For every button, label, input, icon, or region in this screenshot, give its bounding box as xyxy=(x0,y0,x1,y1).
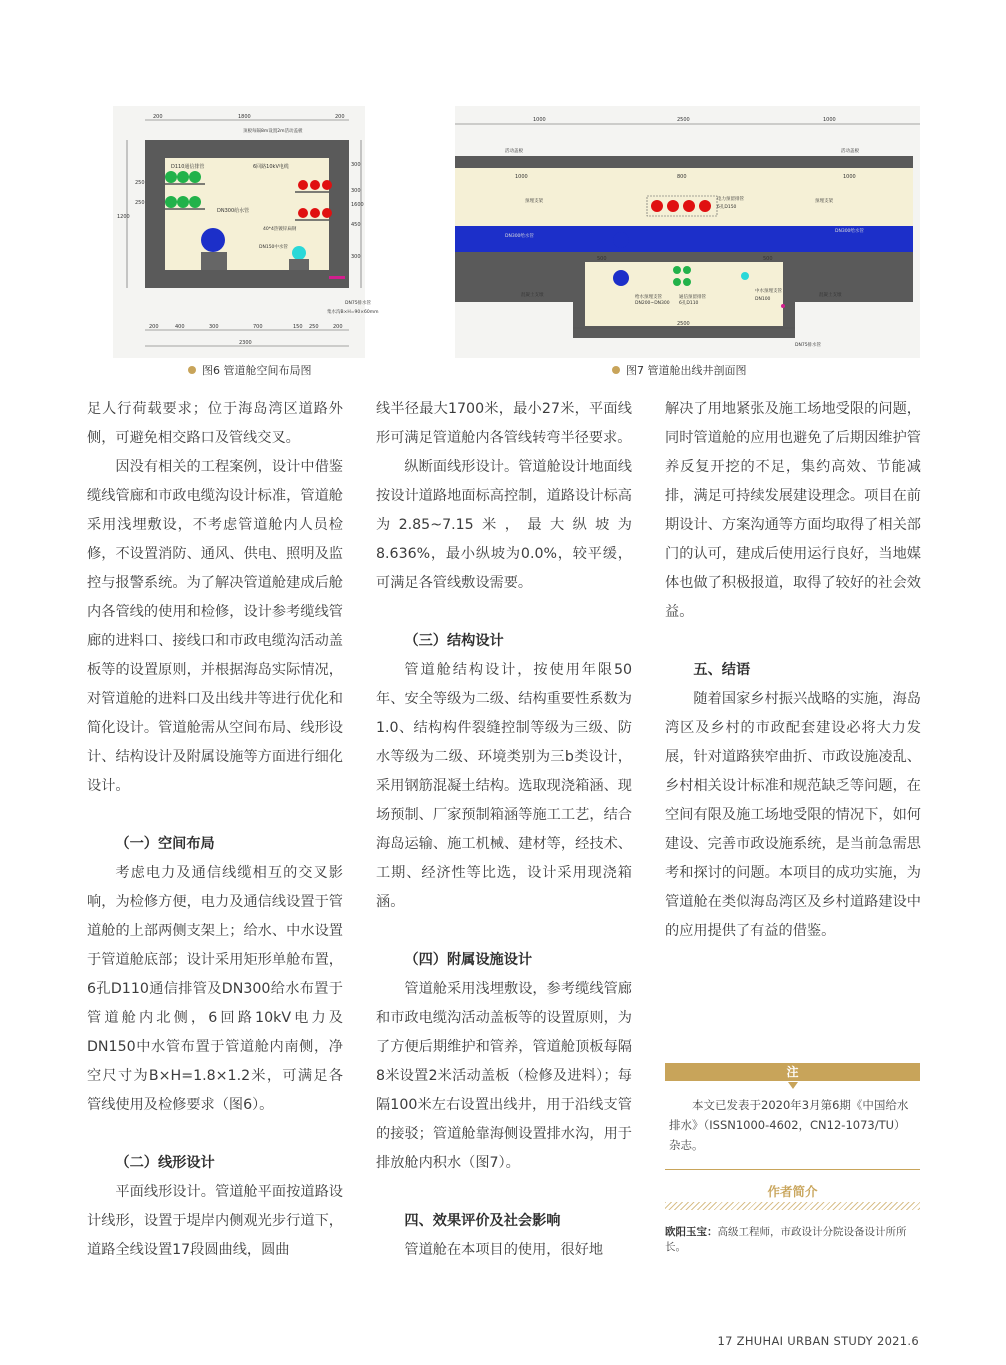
paragraph: 随着国家乡村振兴战略的实施，海岛湾区及乡村的市政配套建设必将大力发展，针对道路狭窄曲折、市政设施凌乱、乡村相关设计标准和规范缺乏等问题，在空间有限及施工场地受限的情况下，如何建设、完善市政设施系统，是当前急需思考和探讨的问题。本项目的成功实施，为管道舱在类似海岛湾区及乡村道路建设中的应用提供了有益的借鉴。 xyxy=(665,691,921,939)
fig7-dim-inner-2: 1000 xyxy=(843,174,856,180)
fig7-label-drain: DN75排水管 xyxy=(795,343,822,348)
fig7-dim-inner-4: 500 xyxy=(763,256,773,262)
paragraph: 纵断面线形设计。管道舱设计地面线按设计道路地面标高控制，道路设计标高为2.85~7.15米，最大纵坡为8.636%，最小纵坡为0.0%，较平缓，可满足各管线敷设需要。 xyxy=(376,459,632,591)
caption-dot-icon xyxy=(612,366,620,374)
figure-7-caption xyxy=(612,362,747,378)
paragraph: 考虑电力及通信线缆相互的交叉影响，为检修方便，电力及通信线设置于管道舱的上部两侧支架上；给水、中水设置于管道舱底部；设计采用矩形单舱布置，6孔D110通信排管及DN300给水布置于管道舱内北侧，6回路10kV电力及DN150中水管布置于管道舱内南侧，净空尺寸为B×H=1.8×1.2米，可满足各管线使用及检修要求（图6）。 xyxy=(87,865,343,1113)
fig6-label-ditch: 集水沟B×H=90×60mm xyxy=(327,310,379,315)
fig7-label-cover-right: 活动盖板 xyxy=(841,149,859,154)
fig7-label-power-spec: 6孔D150 xyxy=(717,205,737,210)
figure-7-drawing xyxy=(455,106,920,358)
fig7-label-water-branch-spec: DN200~DN300 xyxy=(635,301,670,306)
fig6-dim-top-1: 1800 xyxy=(238,114,251,120)
article-column-3 xyxy=(665,395,921,946)
fig6-label-comm: D110通信排管 xyxy=(171,164,205,170)
paragraph: 管道舱结构设计，按使用年限50年、安全等级为二级、结构重要性系数为1.0、结构构件裂缝控制等级为三级、防水等级为二级、环境类别为三b类设计，采用钢筋混凝土结构。选取现浇箱涵、现场预制、厂家预制箱涵等施工工艺，结合海岛运输、施工机械、建材等，经技术、工期、经济性等比选，设计采用现浇箱涵。 xyxy=(376,662,632,910)
author-description: 高级工程师，市政设计分院设备设计所所长。 xyxy=(665,1226,907,1253)
fig7-label-comm: 通信预留排管 xyxy=(679,295,706,300)
fig7-dim-inner-0: 1000 xyxy=(515,174,528,180)
fig6-dn300-pipe xyxy=(201,228,225,252)
paragraph: 线半径最大1700米，最小27米，平面线形可满足管道舱内各管线转弯半径要求。 xyxy=(376,401,632,446)
figure-6-caption xyxy=(188,362,312,378)
fig6-label-dn300: DN300给水管 xyxy=(217,208,250,214)
fig6-dim-bot-3: 700 xyxy=(253,324,263,330)
section-heading-facilities: （四）附属设施设计 xyxy=(404,952,533,968)
fig6-dim-bot-5: 250 xyxy=(309,324,319,330)
fig6-dim-bot-4: 150 xyxy=(293,324,303,330)
paragraph: 管道舱采用浅埋敷设，参考缆线管廊和市政电缆沟活动盖板等的设置原则，为了方便后期维护和管养，管道舱顶板每隔8米设置2米活动盖板（检修及进料）；每隔100米左右设置出线井，用于沿线支管的接驳；管道舱靠海侧设置排水沟，用于排放舱内积水（图7）。 xyxy=(376,981,632,1171)
figure-6-caption-text: 图6 管道舱空间布局图 xyxy=(202,364,312,377)
figure-7-outlet-well-section xyxy=(455,106,920,358)
section-heading-evaluation: 四、效果评价及社会影响 xyxy=(404,1213,561,1229)
hatch-divider xyxy=(665,1202,920,1210)
fig6-dim-right-0: 300 xyxy=(351,162,361,168)
fig6-dim-left-2: 250 xyxy=(135,200,145,206)
fig6-dim-right-3: 300 xyxy=(351,254,361,260)
fig7-dim-inner-3: 500 xyxy=(597,256,607,262)
fig6-dn150-pipe xyxy=(292,246,306,260)
figure-6-drawing xyxy=(113,106,379,358)
author-section-title: 作者简介 xyxy=(767,1184,818,1199)
note-box xyxy=(665,1063,920,1170)
fig7-dim-inner-1: 800 xyxy=(677,174,687,180)
fig6-dim-left-0: 1200 xyxy=(117,214,130,220)
triangle-down-icon xyxy=(788,1082,798,1089)
fig7-label-cover-left: 活动盖板 xyxy=(505,149,523,154)
fig6-label-dn75: DN75排水管 xyxy=(345,301,372,306)
fig7-dim-bottom: 2500 xyxy=(677,321,690,327)
fig7-label-bracket-right: 预埋支架 xyxy=(815,199,833,204)
fig7-dim-top-2: 1000 xyxy=(823,117,836,123)
fig6-dim-right-1: 300 xyxy=(351,188,361,194)
article-column-2 xyxy=(376,395,632,1265)
caption-dot-icon xyxy=(188,366,196,374)
fig6-dim-left-1: 250 xyxy=(135,180,145,186)
section-heading-layout: （一）空间布局 xyxy=(115,836,215,852)
author-name: 欧阳玉宝： xyxy=(665,1226,718,1238)
fig6-dim-top-2: 200 xyxy=(335,114,345,120)
fig6-label-cover: 顶板每隔8m设置2m活动盖板 xyxy=(243,129,303,134)
fig7-label-bracket-left: 预埋支架 xyxy=(525,199,543,204)
fig6-dim-top-0: 200 xyxy=(153,114,163,120)
paragraph: 因没有相关的工程案例，设计中借鉴缆线管廊和市政电缆沟设计标准，管道舱采用浅埋敷设，不考虑管道舱内人员检修，不设置消防、通风、供电、照明及监控与报警系统。为了解决管道舱建成后舱内各管线的使用和检修，设计参考缆线管廊的进料口、接线口和市政电缆沟活动盖板等的设置原则，并根据海岛实际情况，对管道舱的进料口及出线井等进行优化和简化设计。管道舱需从空间布局、线形设计、结构设计及附属设施等方面进行细化设计。 xyxy=(87,459,343,794)
paragraph: 足人行荷载要求；位于海岛湾区道路外侧，可避免相交路口及管线交叉。 xyxy=(87,401,343,446)
fig6-dim-total: 2300 xyxy=(239,340,252,346)
fig7-dim-top-0: 1000 xyxy=(533,117,546,123)
section-heading-structure: （三）结构设计 xyxy=(404,633,504,649)
article-column-1 xyxy=(87,395,343,1265)
fig7-label-dn300-right: DN300给水管 xyxy=(835,229,864,234)
figure-6-cabin-layout xyxy=(113,106,379,358)
author-bio xyxy=(665,1224,920,1254)
divider xyxy=(665,1169,920,1170)
fig6-label-steel: 40*4热镀锌扁钢 xyxy=(263,227,297,232)
fig6-dim-right-2: 450 xyxy=(351,222,361,228)
section-heading-conclusion: 五、结语 xyxy=(693,662,751,678)
fig6-label-power: 6回路10kV电缆 xyxy=(253,164,289,170)
fig6-label-dn150: DN150中水管 xyxy=(259,245,288,250)
fig7-dim-top-1: 2500 xyxy=(677,117,690,123)
fig7-label-pier-left: 混凝土支墩 xyxy=(521,293,544,298)
note-title: 注 xyxy=(665,1063,920,1081)
paragraph: 平面线形设计。管道舱平面按道路设计线形，设置于堤岸内侧观光步行道下，道路全线设置17段圆曲线，圆曲 xyxy=(87,1184,343,1258)
paragraph: 解决了用地紧张及施工场地受限的问题，同时管道舱的应用也避免了后期因维护管养反复开挖的不足，集约高效、节能减排，满足可持续发展建设理念。项目在前期设计、方案沟通等方面均取得了相关部门的认可，建成后使用运行良好，当地媒体也做了积极报道，取得了较好的社会效益。 xyxy=(665,401,921,620)
page-footer: 17 ZHUHAI URBAN STUDY 2021.6 xyxy=(717,1334,919,1348)
paragraph: 管道舱在本项目的使用，很好地 xyxy=(404,1242,604,1258)
fig7-label-comm-spec: 6孔D110 xyxy=(679,301,699,306)
fig6-dim-right-4: 1600 xyxy=(351,202,364,208)
fig6-dim-bot-6: 200 xyxy=(333,324,343,330)
section-heading-alignment: （二）线形设计 xyxy=(115,1155,215,1171)
fig7-label-water-branch: 给水预埋支管 xyxy=(635,295,662,300)
figure-7-caption-text: 图7 管道舱出线井剖面图 xyxy=(626,364,747,377)
fig7-label-power: 电力预留排管 xyxy=(717,197,744,202)
fig7-label-reclaim-spec: DN100 xyxy=(755,297,771,302)
fig6-dim-bot-0: 200 xyxy=(149,324,159,330)
fig7-label-pier-right: 混凝土支墩 xyxy=(819,293,842,298)
fig7-label-reclaim: 中水预埋支管 xyxy=(755,289,782,294)
fig6-dim-bot-1: 400 xyxy=(175,324,185,330)
note-text: 本文已发表于2020年3月第6期《中国给水排水》（ISSN1000-4602，CN12-1073/TU）杂志。 xyxy=(669,1098,909,1152)
fig6-dim-bot-2: 300 xyxy=(209,324,219,330)
fig7-label-dn300-left: DN300给水管 xyxy=(505,234,534,239)
